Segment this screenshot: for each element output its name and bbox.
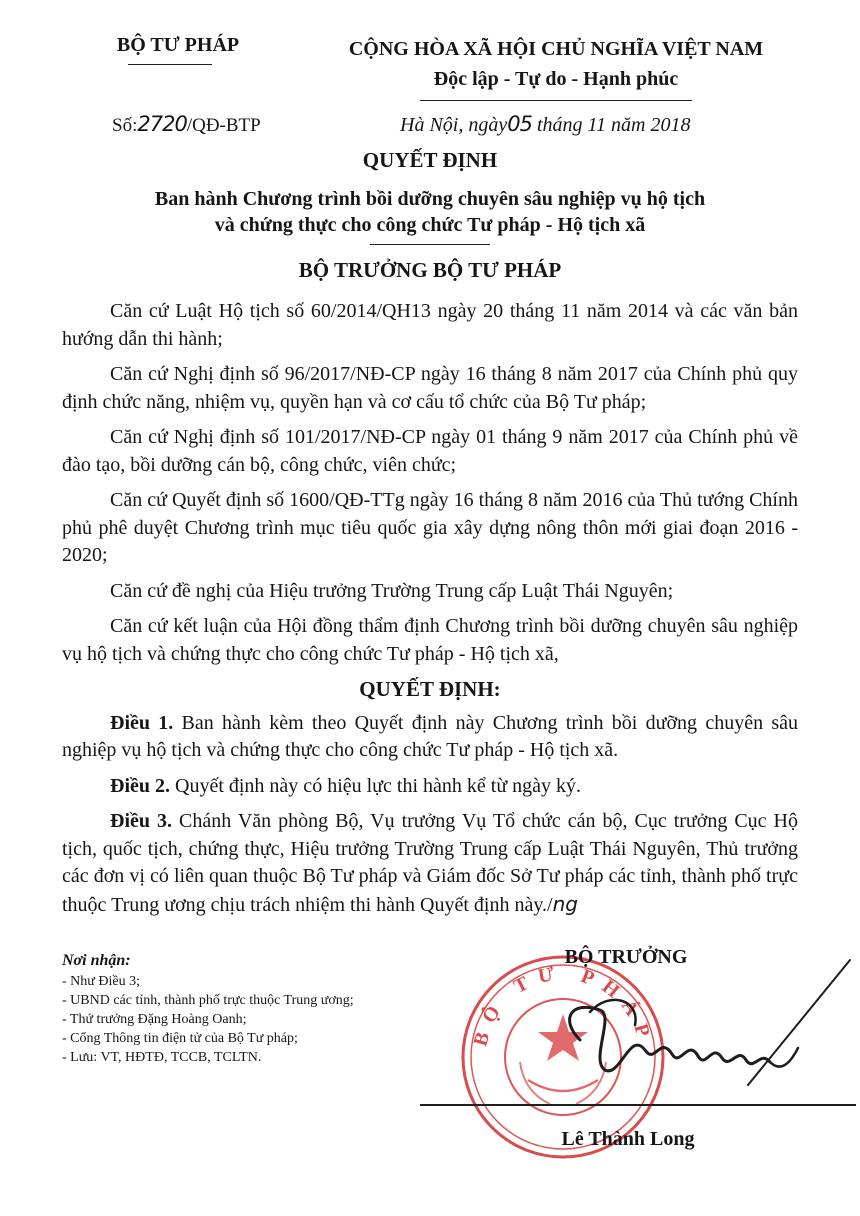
issuing-agency-block [92, 34, 264, 57]
date-year: 2018 [650, 114, 691, 136]
article-3-label: Điều 3. [110, 810, 172, 832]
decision-heading: QUYẾT ĐỊNH: [359, 677, 501, 701]
recipient-item: - Lưu: VT, HĐTĐ, TCCB, TCLTN. [62, 1050, 262, 1065]
recipient-item: - Thứ trưởng Đặng Hoàng Oanh; [62, 1012, 247, 1027]
motto-underline [420, 100, 692, 101]
agency-underline [128, 64, 212, 65]
article-1-text: Ban hành kèm theo Quyết định này Chương trình bồi dưỡng chuyên sâu nghiệp vụ hộ tịch và chứng thực cho công chức Tư pháp - Hộ tịch xã. [62, 711, 799, 761]
article-3 [62, 808, 798, 919]
date-place: Hà Nội, ngày [400, 114, 508, 136]
legal-basis-2: Căn cứ Nghị định số 96/2017/NĐ-CP ngày 16 tháng 8 năm 2017 của Chính phủ quy định chức năng, nhiệm vụ, quyền hạn và cơ cấu tổ chức của Bộ Tư pháp; [62, 363, 798, 413]
date-day: 05 [507, 112, 532, 136]
country-name: CỘNG HÒA XÃ HỘI CHỦ NGHĨA VIỆT NAM [348, 38, 764, 60]
doc-number-prefix: Số: [112, 115, 138, 136]
recipient-item: - UBND các tỉnh, thành phố trực thuộc Trung ương; [62, 993, 354, 1008]
legal-basis-1: Căn cứ Luật Hộ tịch số 60/2014/QH13 ngày 20 tháng 11 năm 2014 và các văn bản hướng dẫn thi hành; [62, 300, 798, 350]
seal-text: BỘ TƯ PHÁP [469, 962, 657, 1049]
document-body [62, 298, 798, 927]
doc-number-suffix: /QĐ-BTP [186, 115, 261, 136]
document-subject [90, 186, 770, 238]
subject-line-2: và chứng thực cho công chức Tư pháp - Hộ tịch xã [214, 214, 646, 236]
issuing-agency: BỘ TƯ PHÁP [116, 34, 240, 56]
legal-basis-4: Căn cứ Quyết định số 1600/QĐ-TTg ngày 16 tháng 8 năm 2016 của Thủ tướng Chính phủ phê duyệt Chương trình mục tiêu quốc gia xây dựng nông thôn mới giai đoạn 2016 - 2020; [62, 489, 798, 566]
signature-underline [420, 1104, 856, 1106]
article-1 [62, 710, 798, 765]
recipients-list [62, 972, 402, 1067]
doc-number-value: 2720 [137, 112, 187, 136]
article-2-label: Điều 2. [110, 774, 170, 797]
initial-mark: ng [552, 891, 578, 916]
document-number [112, 112, 261, 137]
issue-date [400, 112, 690, 137]
date-month-label: tháng [536, 114, 583, 136]
article-3-text: Chánh Văn phòng Bộ, Vụ trưởng Vụ Tổ chức cán bộ, Cục trưởng Cục Hộ tịch, quốc tịch, chứng thực, Hiệu trưởng Trường Trung cấp Luật Thái Nguyên, Thủ trưởng các đơn vị có liên quan thuộc Bộ Tư pháp và Giám đốc Sở Tư pháp các tỉnh, thành phố trực thuộc Trung ương chịu trách nhiệm thi hành Quyết định này./ [62, 810, 798, 916]
signer-name: Lê Thành Long [561, 1128, 695, 1150]
legal-basis-3: Căn cứ Nghị định số 101/2017/NĐ-CP ngày 01 tháng 9 năm 2017 của Chính phủ về đào tạo, bồi dưỡng cán bộ, công chức, viên chức; [62, 426, 798, 476]
recipients-title: Nơi nhận: [62, 952, 131, 969]
article-2 [62, 773, 798, 801]
legal-basis-5: Căn cứ đề nghị của Hiệu trưởng Trường Trung cấp Luật Thái Nguyên; [110, 579, 674, 602]
recipient-item: - Cổng Thông tin điện tử của Bộ Tư pháp; [62, 1031, 298, 1046]
national-header [334, 34, 778, 94]
legal-basis-6: Căn cứ kết luận của Hội đồng thẩm định Chương trình bồi dưỡng chuyên sâu nghiệp vụ hộ tịch và chứng thực cho công chức Tư pháp - Hộ tịch xã, [62, 615, 798, 665]
subject-line-1: Ban hành Chương trình bồi dưỡng chuyên sâu nghiệp vụ hộ tịch [154, 188, 706, 210]
article-1-label: Điều 1. [110, 711, 174, 734]
subject-underline [370, 244, 490, 245]
article-2-text: Quyết định này có hiệu lực thi hành kể từ ngày ký. [170, 774, 582, 797]
recipient-item: - Như Điều 3; [62, 974, 140, 989]
signer-title: BỘ TRƯỞNG [564, 946, 688, 968]
issuing-authority: BỘ TRƯỞNG BỘ TƯ PHÁP [298, 258, 562, 282]
date-month: 11 [587, 114, 607, 136]
national-motto: Độc lập - Tự do - Hạnh phúc [433, 68, 679, 90]
date-year-label: năm [611, 114, 646, 136]
document-type: QUYẾT ĐỊNH [362, 148, 498, 172]
recipients-block [62, 950, 402, 1067]
handwritten-signature [520, 950, 860, 1110]
